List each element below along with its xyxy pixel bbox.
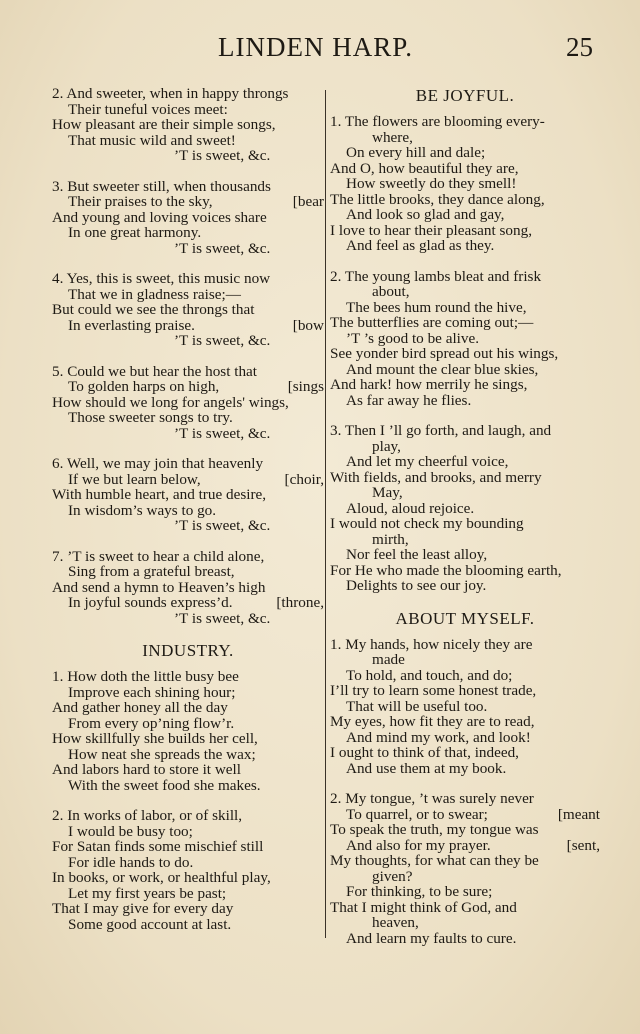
verse-text: I would be busy too;	[68, 822, 193, 840]
verse-text: And gather honey all the day	[52, 699, 228, 716]
verse-line	[52, 318, 324, 334]
verse-text: In wisdom’s ways to go.	[68, 501, 217, 519]
verse-line	[52, 194, 324, 210]
verse-line	[52, 716, 324, 732]
verse-text: To hold, and touch, and do;	[346, 666, 513, 684]
verse-line	[330, 637, 600, 653]
verse-text: In one great harmony.	[68, 224, 202, 241]
verse-text: 2. In works of labor, or of skill,	[52, 807, 243, 824]
verse-line	[52, 179, 324, 195]
verse-text: ’T is sweet, &c.	[174, 332, 271, 349]
verse-line	[330, 501, 600, 517]
verse-text: On every hill and dale;	[346, 144, 486, 161]
verse-line	[52, 595, 324, 611]
verse-line	[52, 901, 324, 917]
verse-line	[330, 238, 600, 254]
verse-line	[330, 176, 600, 192]
stanza	[52, 808, 324, 932]
verse-text: The little brooks, they dance along,	[330, 190, 545, 208]
verse-text: 3. Then I ’ll go forth, and laugh, and	[330, 422, 552, 439]
verse-line	[330, 931, 600, 947]
verse-line	[52, 669, 324, 685]
verse-text: ’T is sweet, &c.	[174, 609, 271, 627]
verse-text: where,	[372, 128, 413, 146]
verse-line	[52, 426, 324, 442]
verse-text: And mount the clear blue skies,	[346, 360, 539, 378]
verse-text: The butterflies are coming out;—	[330, 314, 534, 331]
verse-line	[330, 362, 600, 378]
stanza	[330, 269, 600, 409]
page-number: 25	[566, 32, 593, 62]
verse-text: With the sweet food she makes.	[68, 776, 261, 794]
left-column	[52, 86, 324, 947]
industry-hymn	[52, 669, 324, 932]
stanza	[330, 637, 600, 777]
verse-line	[52, 778, 324, 794]
verse-line	[330, 652, 600, 668]
verse-text: Those sweeter songs to try.	[68, 409, 233, 426]
stanza	[52, 456, 324, 534]
verse-line	[330, 485, 600, 501]
verse-text: 2. And sweeter, when in happy throngs	[52, 85, 289, 102]
verse-line	[52, 839, 324, 855]
verse-text: 2. The young lambs bleat and frisk	[330, 267, 542, 285]
verse-text: If we but learn below,	[68, 470, 201, 488]
turnover-word: [throne,	[276, 594, 324, 611]
verse-line	[330, 161, 600, 177]
verse-line	[52, 333, 324, 349]
verse-line	[52, 824, 324, 840]
stanza	[52, 669, 324, 793]
verse-line	[330, 714, 600, 730]
verse-line	[52, 886, 324, 902]
verse-line	[330, 223, 600, 239]
stanza	[330, 114, 600, 254]
verse-line	[330, 668, 600, 684]
verse-line	[52, 762, 324, 778]
verse-line	[330, 300, 600, 316]
verse-text: ’T is sweet, &c.	[174, 424, 271, 442]
verse-line	[330, 393, 600, 409]
verse-text: And use them at my book.	[346, 759, 507, 777]
verse-text: And learn my faults to cure.	[346, 929, 517, 947]
column-divider	[325, 90, 326, 938]
verse-line	[330, 578, 600, 594]
verse-line	[52, 410, 324, 426]
verse-text: play,	[372, 437, 401, 455]
verse-line	[52, 133, 324, 149]
verse-text: And labors hard to store it well	[52, 761, 241, 778]
page-header	[0, 28, 640, 68]
verse-line	[330, 114, 600, 130]
verse-line	[330, 730, 600, 746]
verse-text: And mind my work, and look!	[346, 728, 531, 746]
verse-text: Aloud, aloud rejoice.	[346, 499, 475, 517]
about-myself-hymn	[330, 637, 600, 947]
stanza	[330, 423, 600, 594]
turnover-word: [choir,	[284, 470, 324, 488]
verse-text: And let my cheerful voice,	[346, 453, 509, 470]
verse-line	[330, 145, 600, 161]
verse-text: How neat she spreads the wax;	[68, 745, 256, 763]
verse-text: And feel as glad as they.	[346, 237, 495, 254]
verse-text: And also for my prayer.	[346, 836, 491, 854]
verse-line	[330, 207, 600, 223]
verse-text: made	[372, 651, 405, 668]
verse-line	[330, 699, 600, 715]
verse-text: I ought to think of that, indeed,	[330, 744, 519, 761]
verse-text: And O, how beautiful they are,	[330, 159, 519, 177]
verse-text: 6. Well, we may join that heavenly	[52, 455, 264, 472]
verse-text: That I may give for every day	[52, 900, 234, 917]
verse-text: heaven,	[372, 914, 419, 931]
verse-text: I love to hear their pleasant song,	[330, 221, 533, 239]
right-column	[330, 86, 600, 961]
verse-text: 1. My hands, how nicely they are	[330, 635, 533, 653]
stanza	[52, 86, 324, 164]
verse-text: To golden harps on high,	[68, 378, 220, 395]
verse-text: about,	[372, 283, 410, 300]
verse-line	[330, 346, 600, 362]
verse-line	[52, 564, 324, 580]
verse-line	[330, 547, 600, 563]
verse-text: Delights to see our joy.	[346, 577, 487, 594]
verse-text: How should we long for angels' wings,	[52, 393, 289, 411]
verse-line	[52, 487, 324, 503]
verse-text: I’ll try to learn some honest trade,	[330, 682, 537, 699]
verse-line	[52, 917, 324, 933]
verse-text: But could we see the throngs that	[52, 301, 255, 318]
verse-text: 2. My tongue, ’t was surely never	[330, 790, 534, 807]
verse-text: 3. But sweeter still, when thousands	[52, 177, 271, 195]
verse-line	[52, 747, 324, 763]
verse-text: How sweetly do they smell!	[346, 175, 517, 192]
verse-line	[52, 395, 324, 411]
verse-line	[52, 855, 324, 871]
verse-text: 5. Could we but hear the host that	[52, 362, 257, 380]
verse-text: In books, or work, or healthful play,	[52, 869, 271, 886]
verse-line	[52, 549, 324, 565]
stanza	[330, 791, 600, 946]
verse-text: That I might think of God, and	[330, 898, 517, 916]
verse-line	[52, 611, 324, 627]
verse-text: Their praises to the sky,	[68, 193, 213, 210]
verse-text: How pleasant are their simple songs,	[52, 116, 276, 133]
verse-line	[330, 130, 600, 146]
verse-text: The bees hum round the hive,	[346, 298, 527, 316]
verse-text: In joyful sounds express’d.	[68, 594, 233, 611]
verse-text: ’T is sweet, &c.	[174, 517, 271, 534]
verse-text: ’T is sweet, &c.	[174, 147, 271, 164]
verse-text: How skillfully she builds her cell,	[52, 730, 258, 747]
verse-line	[52, 117, 324, 133]
verse-line	[330, 683, 600, 699]
verse-text: 1. How doth the little busy bee	[52, 668, 239, 685]
song-title-industry: INDUSTRY.	[142, 641, 234, 660]
verse-line	[330, 516, 600, 532]
verse-line	[330, 470, 600, 486]
verse-text: My thoughts, for what can they be	[330, 852, 539, 869]
verse-text: 1. The flowers are blooming every-	[330, 113, 545, 130]
stanza	[52, 179, 324, 257]
verse-text: As far away he flies.	[346, 391, 472, 409]
verse-line	[330, 822, 600, 838]
verse-text: To quarrel, or to swear;	[346, 805, 488, 823]
verse-text: I would not check my bounding	[330, 515, 524, 532]
verse-line	[330, 745, 600, 761]
verse-line	[52, 518, 324, 534]
continued-hymn	[52, 86, 324, 626]
verse-line	[52, 472, 324, 488]
verse-line	[52, 271, 324, 287]
verse-line	[52, 379, 324, 395]
verse-text: mirth,	[372, 530, 409, 548]
verse-text: In everlasting praise.	[68, 316, 195, 334]
verse-line	[330, 192, 600, 208]
verse-line	[52, 731, 324, 747]
verse-text: That we in gladness raise;—	[68, 285, 241, 303]
verse-line	[52, 700, 324, 716]
verse-text: And young and loving voices share	[52, 208, 267, 226]
verse-line	[52, 241, 324, 257]
verse-text: See yonder bird spread out his wings,	[330, 345, 559, 362]
verse-text: That will be useful too.	[346, 697, 488, 715]
turnover-word: [bow	[292, 316, 324, 334]
stanza	[52, 271, 324, 349]
verse-line	[330, 423, 600, 439]
turnover-word: [meant	[557, 805, 600, 823]
running-title: LINDEN HARP.	[218, 32, 414, 62]
verse-line	[330, 838, 600, 854]
verse-line	[52, 302, 324, 318]
verse-line	[330, 900, 600, 916]
turnover-word: [sings	[287, 378, 324, 395]
verse-text: For Satan finds some mischief still	[52, 838, 264, 855]
verse-text: From every op’ning flow’r.	[68, 714, 235, 732]
verse-line	[330, 884, 600, 900]
verse-text: With fields, and brooks, and merry	[330, 468, 542, 486]
verse-line	[52, 685, 324, 701]
verse-line	[330, 377, 600, 393]
verse-text: given?	[372, 867, 413, 885]
verse-text: Nor feel the least alloy,	[346, 546, 488, 563]
verse-text: May,	[372, 484, 403, 501]
verse-line	[330, 331, 600, 347]
verse-line	[52, 287, 324, 303]
verse-line	[52, 870, 324, 886]
verse-line	[330, 915, 600, 931]
verse-line	[330, 563, 600, 579]
verse-line	[52, 225, 324, 241]
verse-line	[330, 869, 600, 885]
verse-line	[330, 315, 600, 331]
verse-line	[330, 761, 600, 777]
be-joyful-hymn	[330, 114, 600, 594]
verse-text: 4. Yes, this is sweet, this music now	[52, 270, 271, 287]
verse-line	[52, 808, 324, 824]
verse-text: Their tuneful voices meet:	[68, 100, 228, 118]
verse-text: Let my first years be past;	[68, 884, 227, 902]
verse-text: 7. ’T is sweet to hear a child alone,	[52, 547, 265, 565]
verse-text: And hark! how merrily he sings,	[330, 376, 528, 393]
verse-line	[330, 791, 600, 807]
verse-text: And look so glad and gay,	[346, 206, 505, 223]
verse-text: That music wild and sweet!	[68, 131, 236, 149]
verse-text: For idle hands to do.	[68, 853, 194, 871]
verse-line	[330, 284, 600, 300]
verse-line	[330, 532, 600, 548]
verse-text: For thinking, to be sure;	[346, 883, 493, 900]
song-title-be-joyful: BE JOYFUL.	[415, 86, 515, 105]
stanza	[52, 364, 324, 442]
verse-text: For He who made the blooming earth,	[330, 561, 562, 579]
verse-line	[330, 269, 600, 285]
stanza	[52, 549, 324, 627]
verse-line	[330, 439, 600, 455]
verse-line	[52, 456, 324, 472]
turnover-word: [bear	[292, 193, 324, 210]
verse-line	[52, 503, 324, 519]
verse-text: Some good account at last.	[68, 915, 232, 933]
verse-text: My eyes, how fit they are to read,	[330, 713, 535, 730]
verse-text: With humble heart, and true desire,	[52, 486, 267, 503]
turnover-word: [sent,	[566, 836, 600, 854]
verse-text: Improve each shining hour;	[68, 683, 236, 701]
verse-text: ’T is sweet, &c.	[174, 239, 271, 257]
verse-line	[52, 580, 324, 596]
verse-text: ’T ’s good to be alive.	[346, 329, 480, 347]
verse-line	[52, 148, 324, 164]
verse-line	[52, 102, 324, 118]
verse-text: And send a hymn to Heaven’s high	[52, 578, 266, 596]
verse-line	[330, 853, 600, 869]
verse-line	[330, 807, 600, 823]
song-title-about-myself: ABOUT MYSELF.	[395, 608, 535, 628]
verse-text: To speak the truth, my tongue was	[330, 821, 539, 838]
verse-text: Sing from a grateful breast,	[68, 563, 235, 580]
verse-line	[330, 454, 600, 470]
verse-line	[52, 210, 324, 226]
verse-line	[52, 364, 324, 380]
verse-line	[52, 86, 324, 102]
